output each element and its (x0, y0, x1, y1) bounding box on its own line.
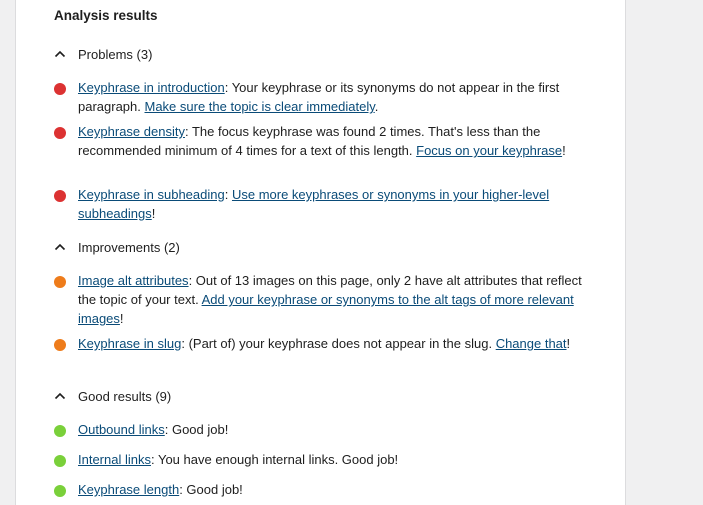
use-more-keyphrases-link[interactable]: Use more keyphrases or synonyms in your higher-level subheadings (78, 187, 550, 221)
keyphrase-subheading-link[interactable]: Keyphrase in subheading (78, 187, 225, 202)
good-text: : Good job! (179, 482, 243, 497)
keyphrase-introduction-link[interactable]: Keyphrase in introduction (78, 80, 225, 95)
improvement-bullet-icon (54, 276, 66, 288)
good-results-section-label: Good results (9) (78, 388, 172, 404)
keyphrase-slug-link[interactable]: Keyphrase in slug (78, 336, 182, 351)
improvement-tail: ! (119, 311, 124, 326)
improvement-tail: ! (566, 336, 571, 351)
improvement-text: : Out of 13 images on this page, only 2 have alt attributes that reflect the topic of your text. (78, 273, 582, 307)
improvements-section-label: Improvements (2) (78, 239, 180, 255)
improvements-section-toggle[interactable] (54, 237, 180, 257)
improvement-text: : (Part of) your keyphrase does not appear in the slug. (181, 336, 496, 351)
keyphrase-density-link[interactable]: Keyphrase density (78, 124, 185, 139)
good-results-section-toggle[interactable] (54, 386, 171, 406)
problem-text: : (224, 187, 232, 202)
chevron-up-icon (54, 386, 74, 406)
problem-bullet-icon (54, 190, 66, 202)
chevron-up-icon (54, 44, 74, 64)
make-topic-clear-link[interactable]: Make sure the topic is clear immediately (144, 99, 375, 114)
problem-tail: . (374, 99, 379, 114)
image-alt-attributes-link[interactable]: Image alt attributes (78, 273, 189, 288)
good-text: : Good job! (164, 422, 229, 437)
good-bullet-icon (54, 425, 66, 437)
good-text: : You have enough internal links. Good job! (150, 452, 399, 467)
panel-title: Analysis results (54, 8, 158, 23)
improvement-bullet-icon (54, 339, 66, 351)
problem-text: : The focus keyphrase was found 2 times. That's less than the recommended minimum of 4 times for a text of this length. (78, 124, 541, 158)
problem-bullet-icon (54, 83, 66, 95)
problems-section-label: Problems (3) (78, 46, 153, 62)
problem-tail: ! (562, 143, 566, 158)
problem-bullet-icon (54, 127, 66, 139)
change-that-link[interactable]: Change that (495, 336, 567, 351)
keyphrase-length-link[interactable]: Keyphrase length (78, 482, 180, 497)
problems-section-toggle[interactable] (54, 44, 152, 64)
problem-tail: ! (151, 206, 156, 221)
chevron-up-icon (54, 237, 74, 257)
analysis-panel (15, 0, 626, 505)
good-bullet-icon (54, 485, 66, 497)
good-bullet-icon (54, 455, 66, 467)
add-keyphrase-alt-tags-link[interactable]: Add your keyphrase or synonyms to the alt tags of more relevant images (78, 292, 574, 326)
problem-text: : Your keyphrase or its synonyms do not appear in the first paragraph. (78, 80, 560, 114)
internal-links-link[interactable]: Internal links (78, 452, 151, 467)
outbound-links-link[interactable]: Outbound links (78, 422, 165, 437)
focus-keyphrase-link[interactable]: Focus on your keyphrase (416, 143, 563, 158)
